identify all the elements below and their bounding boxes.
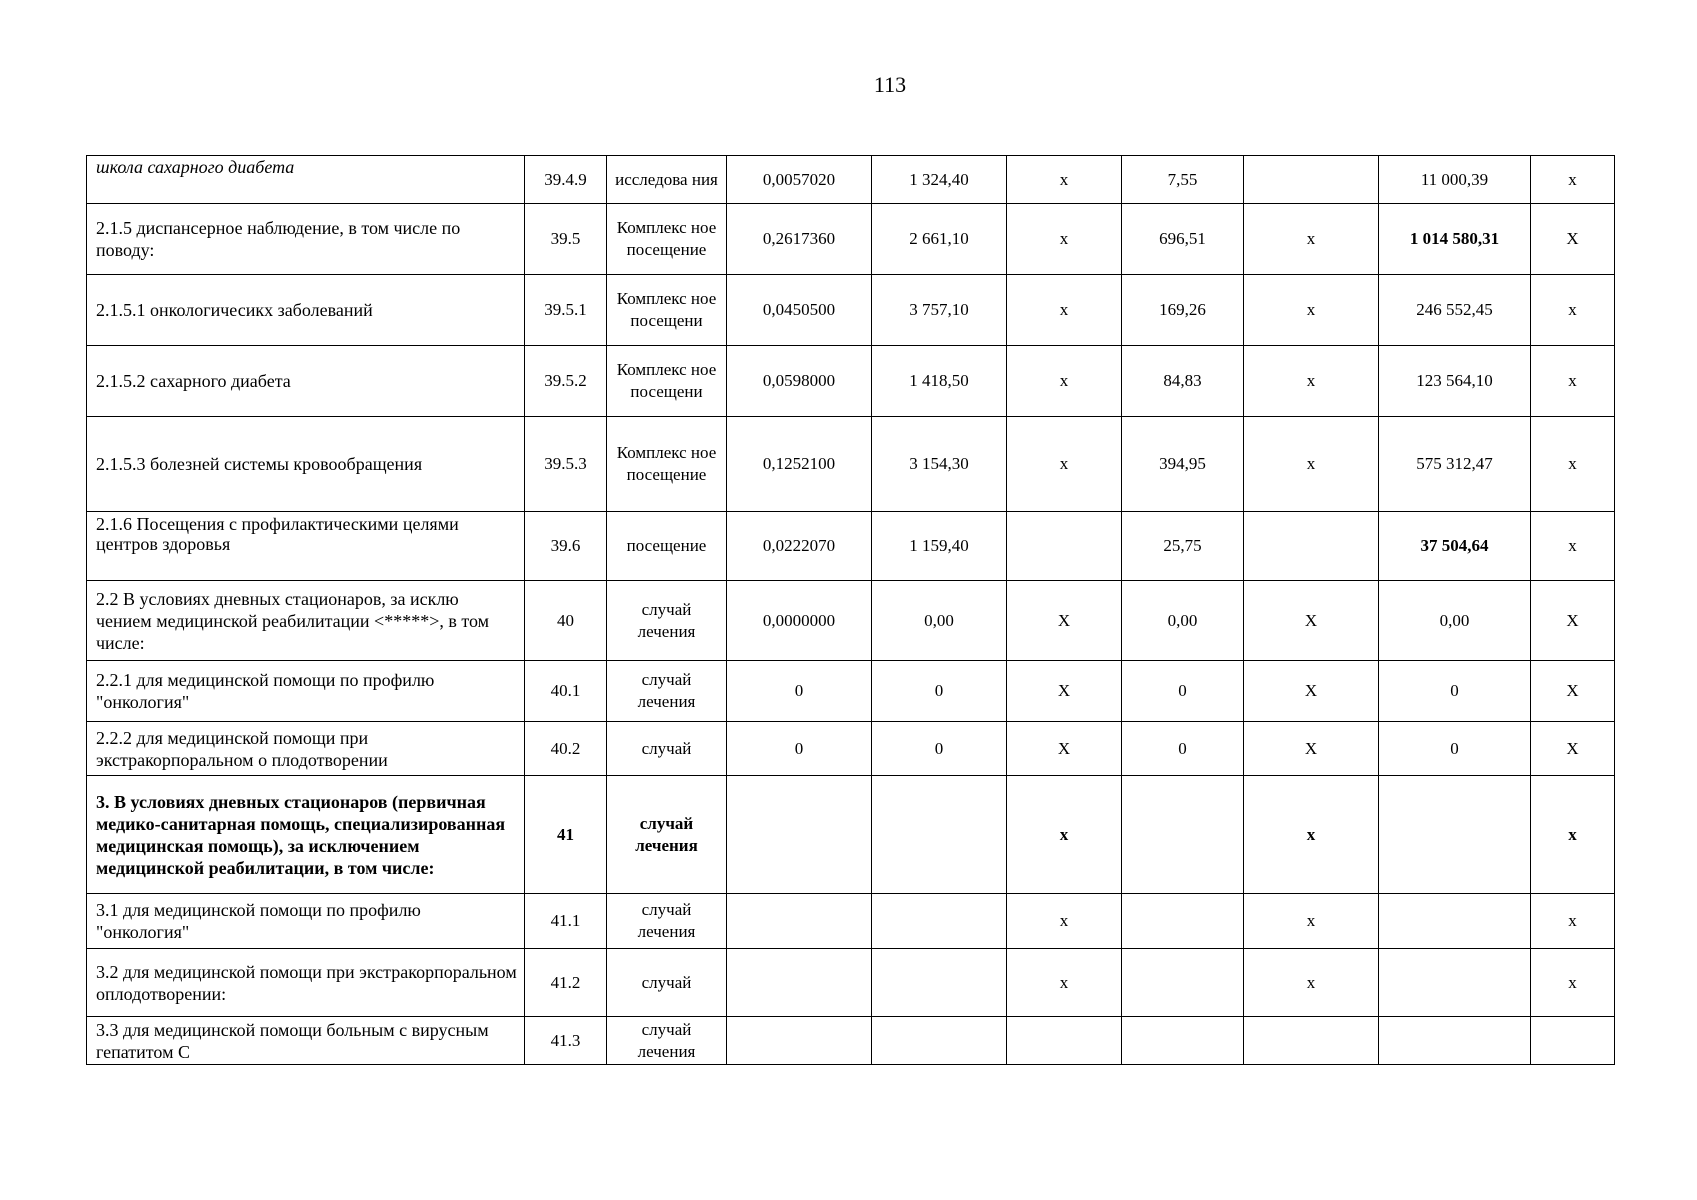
- cell-c5: 1 159,40: [872, 512, 1007, 581]
- cell-c4: 0,0000000: [727, 581, 872, 661]
- cell-c5: 0: [872, 722, 1007, 776]
- row-name: 3.1 для медицинской помощи по профилю "онкология": [87, 894, 525, 949]
- cell-c4: 0,2617360: [727, 204, 872, 275]
- table-row: [87, 661, 1615, 722]
- cell-c10: х: [1531, 275, 1615, 346]
- table-row: [87, 156, 1615, 204]
- table-row: [87, 417, 1615, 512]
- cell-c7: 25,75: [1122, 512, 1244, 581]
- row-unit: Комплекс ное посещени: [607, 346, 727, 417]
- financing-table: [86, 155, 1615, 1065]
- cell-c8: х: [1244, 275, 1379, 346]
- cell-c7: [1122, 949, 1244, 1017]
- cell-c4: 0: [727, 722, 872, 776]
- cell-c6: [1007, 512, 1122, 581]
- cell-c9: 0: [1379, 661, 1531, 722]
- cell-c9: 575 312,47: [1379, 417, 1531, 512]
- cell-c4: 0,0598000: [727, 346, 872, 417]
- cell-c5: 3 154,30: [872, 417, 1007, 512]
- row-code: 39.5.2: [525, 346, 607, 417]
- cell-c7: 7,55: [1122, 156, 1244, 204]
- row-code: 40: [525, 581, 607, 661]
- row-code: 39.4.9: [525, 156, 607, 204]
- cell-c5: 0,00: [872, 581, 1007, 661]
- row-unit: посещение: [607, 512, 727, 581]
- cell-c8: х: [1244, 894, 1379, 949]
- row-code: 41: [525, 776, 607, 894]
- row-code: 41.3: [525, 1017, 607, 1065]
- cell-c6: х: [1007, 949, 1122, 1017]
- cell-c6: х: [1007, 156, 1122, 204]
- row-name: 2.2.1 для медицинской помощи по профилю "онкология": [87, 661, 525, 722]
- cell-c4: 0,0222070: [727, 512, 872, 581]
- cell-c7: [1122, 1017, 1244, 1065]
- cell-c10: х: [1531, 949, 1615, 1017]
- cell-c5: [872, 1017, 1007, 1065]
- cell-c9: [1379, 949, 1531, 1017]
- cell-c9: 1 014 580,31: [1379, 204, 1531, 275]
- cell-c6: Х: [1007, 661, 1122, 722]
- row-name: 2.1.5 диспансерное наблюдение, в том числе по поводу:: [87, 204, 525, 275]
- cell-c6: х: [1007, 417, 1122, 512]
- cell-c7: 84,83: [1122, 346, 1244, 417]
- cell-c7: 394,95: [1122, 417, 1244, 512]
- cell-c4: [727, 776, 872, 894]
- cell-c9: 0: [1379, 722, 1531, 776]
- cell-c7: 696,51: [1122, 204, 1244, 275]
- row-code: 40.2: [525, 722, 607, 776]
- cell-c10: Х: [1531, 581, 1615, 661]
- cell-c8: Х: [1244, 722, 1379, 776]
- table-row: [87, 949, 1615, 1017]
- row-unit: случай лечения: [607, 894, 727, 949]
- row-unit: случай лечения: [607, 661, 727, 722]
- table-row: [87, 722, 1615, 776]
- cell-c10: Х: [1531, 722, 1615, 776]
- cell-c7: 0: [1122, 722, 1244, 776]
- cell-c4: [727, 894, 872, 949]
- row-code: 41.1: [525, 894, 607, 949]
- table-row: [87, 346, 1615, 417]
- cell-c5: [872, 894, 1007, 949]
- cell-c10: х: [1531, 346, 1615, 417]
- cell-c6: х: [1007, 204, 1122, 275]
- cell-c9: [1379, 1017, 1531, 1065]
- row-unit: случай: [607, 949, 727, 1017]
- cell-c9: 0,00: [1379, 581, 1531, 661]
- cell-c10: х: [1531, 512, 1615, 581]
- cell-c10: х: [1531, 417, 1615, 512]
- cell-c5: 1 418,50: [872, 346, 1007, 417]
- table-row: [87, 894, 1615, 949]
- cell-c10: х: [1531, 776, 1615, 894]
- cell-c6: Х: [1007, 581, 1122, 661]
- row-code: 40.1: [525, 661, 607, 722]
- cell-c6: х: [1007, 894, 1122, 949]
- cell-c8: х: [1244, 204, 1379, 275]
- cell-c9: [1379, 776, 1531, 894]
- row-code: 39.5.3: [525, 417, 607, 512]
- cell-c10: Х: [1531, 204, 1615, 275]
- row-unit: случай: [607, 722, 727, 776]
- cell-c4: [727, 949, 872, 1017]
- row-name: 2.1.5.3 болезней системы кровообращения: [87, 417, 525, 512]
- cell-c8: х: [1244, 949, 1379, 1017]
- table-row: [87, 776, 1615, 894]
- row-code: 41.2: [525, 949, 607, 1017]
- cell-c4: [727, 1017, 872, 1065]
- cell-c9: 37 504,64: [1379, 512, 1531, 581]
- row-unit: Комплекс ное посещени: [607, 275, 727, 346]
- row-unit: случай лечения: [607, 776, 727, 894]
- row-name: 3. В условиях дневных стационаров (первичная медико-санитарная помощь, специализированная медицинская помощь), за исключением медицинской реабилитации, в том числе:: [87, 776, 525, 894]
- cell-c10: [1531, 1017, 1615, 1065]
- cell-c4: 0,0450500: [727, 275, 872, 346]
- cell-c5: [872, 949, 1007, 1017]
- cell-c5: 1 324,40: [872, 156, 1007, 204]
- row-name: школа сахарного диабета: [87, 156, 525, 204]
- cell-c6: х: [1007, 275, 1122, 346]
- row-name: 3.2 для медицинской помощи при экстракорпоральном оплодотворении:: [87, 949, 525, 1017]
- cell-c7: [1122, 894, 1244, 949]
- cell-c5: 3 757,10: [872, 275, 1007, 346]
- cell-c10: х: [1531, 156, 1615, 204]
- page-number: 113: [873, 72, 907, 97]
- cell-c8: [1244, 1017, 1379, 1065]
- row-unit: исследова ния: [607, 156, 727, 204]
- cell-c8: Х: [1244, 661, 1379, 722]
- cell-c4: 0,1252100: [727, 417, 872, 512]
- row-unit: случай лечения: [607, 1017, 727, 1065]
- table-row: [87, 1017, 1615, 1065]
- row-unit: случай лечения: [607, 581, 727, 661]
- cell-c8: х: [1244, 776, 1379, 894]
- cell-c8: Х: [1244, 581, 1379, 661]
- row-name: 2.1.5.2 сахарного диабета: [87, 346, 525, 417]
- cell-c5: 0: [872, 661, 1007, 722]
- table-row: [87, 275, 1615, 346]
- cell-c5: [872, 776, 1007, 894]
- row-name: 2.1.6 Посещения с профилактическими целями центров здоровья: [87, 512, 525, 581]
- cell-c5: 2 661,10: [872, 204, 1007, 275]
- cell-c8: х: [1244, 417, 1379, 512]
- cell-c7: 0: [1122, 661, 1244, 722]
- cell-c9: 246 552,45: [1379, 275, 1531, 346]
- row-unit: Комплекс ное посещение: [607, 417, 727, 512]
- row-code: 39.5: [525, 204, 607, 275]
- cell-c9: 123 564,10: [1379, 346, 1531, 417]
- row-code: 39.5.1: [525, 275, 607, 346]
- cell-c6: [1007, 1017, 1122, 1065]
- row-code: 39.6: [525, 512, 607, 581]
- row-unit: Комплекс ное посещение: [607, 204, 727, 275]
- cell-c10: Х: [1531, 661, 1615, 722]
- table-row: [87, 204, 1615, 275]
- cell-c7: [1122, 776, 1244, 894]
- cell-c6: Х: [1007, 722, 1122, 776]
- cell-c4: 0,0057020: [727, 156, 872, 204]
- cell-c8: х: [1244, 346, 1379, 417]
- row-name: 3.3 для медицинской помощи больным с вирусным гепатитом С: [87, 1017, 525, 1065]
- cell-c9: [1379, 894, 1531, 949]
- cell-c4: 0: [727, 661, 872, 722]
- row-name: 2.2 В условиях дневных стационаров, за исклю чением медицинской реабилитации <*****>, в том числе:: [87, 581, 525, 661]
- cell-c7: 169,26: [1122, 275, 1244, 346]
- cell-c10: х: [1531, 894, 1615, 949]
- cell-c9: 11 000,39: [1379, 156, 1531, 204]
- cell-c8: [1244, 512, 1379, 581]
- table-row: [87, 512, 1615, 581]
- cell-c8: [1244, 156, 1379, 204]
- row-name: 2.1.5.1 онкологичесикх заболеваний: [87, 275, 525, 346]
- cell-c6: х: [1007, 776, 1122, 894]
- table-row: [87, 581, 1615, 661]
- cell-c7: 0,00: [1122, 581, 1244, 661]
- cell-c6: х: [1007, 346, 1122, 417]
- row-name: 2.2.2 для медицинской помощи при экстракорпоральном о плодотворении: [87, 722, 525, 776]
